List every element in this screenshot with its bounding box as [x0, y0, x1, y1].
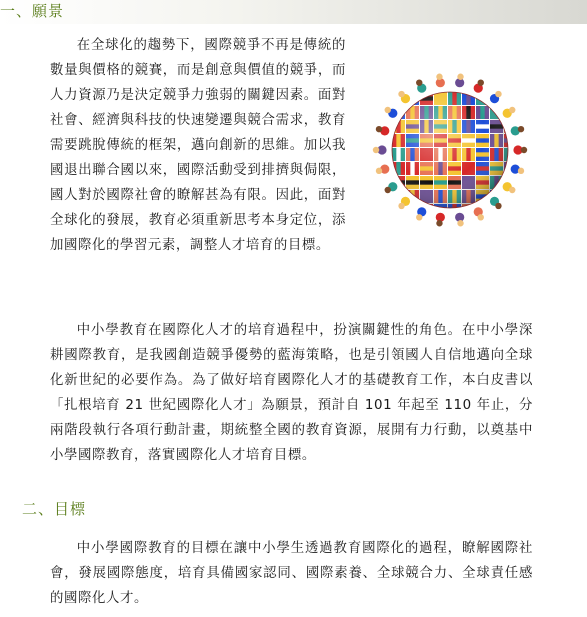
- flag-tile: [504, 92, 517, 105]
- child-figure: [474, 207, 484, 220]
- child-figure: [376, 165, 390, 174]
- child-figure: [511, 126, 525, 135]
- goals-paragraph: 中小學國際教育的目標在讓中小學生透過教育國際化的過程，瞭解國際社會，發展國際態度，培育具備國家認同、國際素養、全球競合力、全球責任感的國際化人才。: [50, 541, 533, 606]
- child-figure: [398, 91, 410, 103]
- vision-paragraph-2: 中小學教育在國際化人才的培育過程中，扮演關鍵性的角色。在中小學深耕國際教育，是我國創造競爭優勢的藍海策略，也是引領國人自信地邁向全球化新世紀的必要作為。為了做好培育國際化人才的基礎教育工作，本白皮書以「扎根培育 21 世紀國際化人才」為願景，預計自 101 年起至 110 年止，分兩階段執行各項行動計畫，期統整全國的教育資源，展開有力行動，以奠基中小學國際教育，落實國際化人才培育目標。: [50, 323, 533, 463]
- vision-paragraph-1: 在全球化的趨勢下，國際競爭不再是傳統的數量與價格的競賽，而是創意與價值的競爭，而人力資源乃是決定競爭力強弱的關鍵因素。面對社會、經濟與科技的快速變遷與競合需求，教育需要跳脫傳統的框架，邁向創新的思維。加以我國退出聯合國以來，國際活動受到排擠與侷限，國人對於國際社會的瞭解甚為有限。因此，面對全球化的發展，教育必須重新思考本身定位，添加國際化的學習元素，調整人才培育的目標。: [50, 38, 346, 253]
- top-banner-bar: [0, 0, 587, 24]
- child-figure: [376, 126, 390, 135]
- child-figure: [385, 182, 398, 193]
- child-figure: [385, 107, 398, 118]
- section-heading-vision: 一、願景: [0, 2, 65, 20]
- child-figure: [474, 79, 484, 92]
- child-figure: [455, 213, 464, 227]
- globe-with-flags-and-children-icon: [372, 72, 528, 228]
- child-figure: [490, 91, 502, 103]
- child-figure: [416, 207, 426, 220]
- child-figure: [398, 197, 410, 209]
- child-figure: [490, 197, 502, 209]
- child-figure: [503, 182, 516, 193]
- child-figure: [513, 145, 527, 154]
- child-figure: [373, 145, 387, 154]
- globe-illustration: [372, 72, 528, 228]
- child-figure: [455, 74, 464, 88]
- child-figure: [416, 79, 426, 92]
- child-figure: [503, 107, 516, 118]
- child-figure: [511, 165, 525, 174]
- section-heading-goals: 二、目標: [22, 500, 87, 518]
- flag-tile: [504, 204, 517, 217]
- child-figure: [436, 74, 445, 88]
- child-figure: [436, 213, 445, 227]
